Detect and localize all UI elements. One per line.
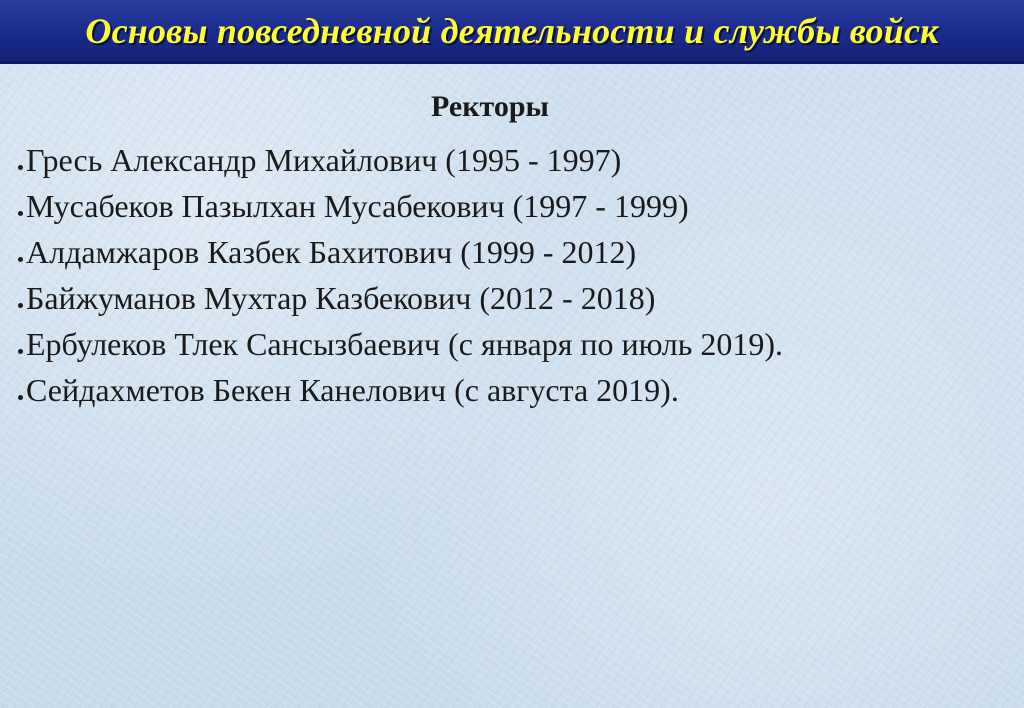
rectors-list	[18, 142, 783, 418]
bullet-icon	[18, 349, 23, 354]
list-item	[18, 280, 783, 326]
list-item-text: Сейдахметов Бекен Канелович (с августа 2019).	[26, 372, 679, 408]
bullet-icon	[18, 211, 23, 216]
slide-title: Основы повседневной деятельности и службы войск	[85, 10, 939, 51]
bullet-icon	[18, 303, 23, 308]
bullet-icon	[18, 165, 23, 170]
list-item	[18, 234, 783, 280]
list-item	[18, 188, 783, 234]
bullet-icon	[18, 395, 23, 400]
title-bar	[0, 0, 1024, 64]
list-item-text: Мусабеков Пазылхан Мусабекович (1997 - 1999)	[26, 188, 689, 224]
list-item-text: Ербулеков Тлек Сансызбаевич (с января по июль 2019).	[26, 326, 783, 362]
list-item	[18, 326, 783, 372]
list-item	[18, 142, 783, 188]
list-item	[18, 372, 783, 418]
bullet-icon	[18, 257, 23, 262]
list-item-text: Гресь Александр Михайлович (1995 - 1997)	[26, 142, 622, 178]
section-heading: Ректоры	[431, 90, 549, 123]
list-item-text: Алдамжаров Казбек Бахитович (1999 - 2012)	[26, 234, 637, 270]
list-item-text: Байжуманов Мухтар Казбекович (2012 - 2018)	[26, 280, 656, 316]
slide-content	[0, 64, 1024, 708]
